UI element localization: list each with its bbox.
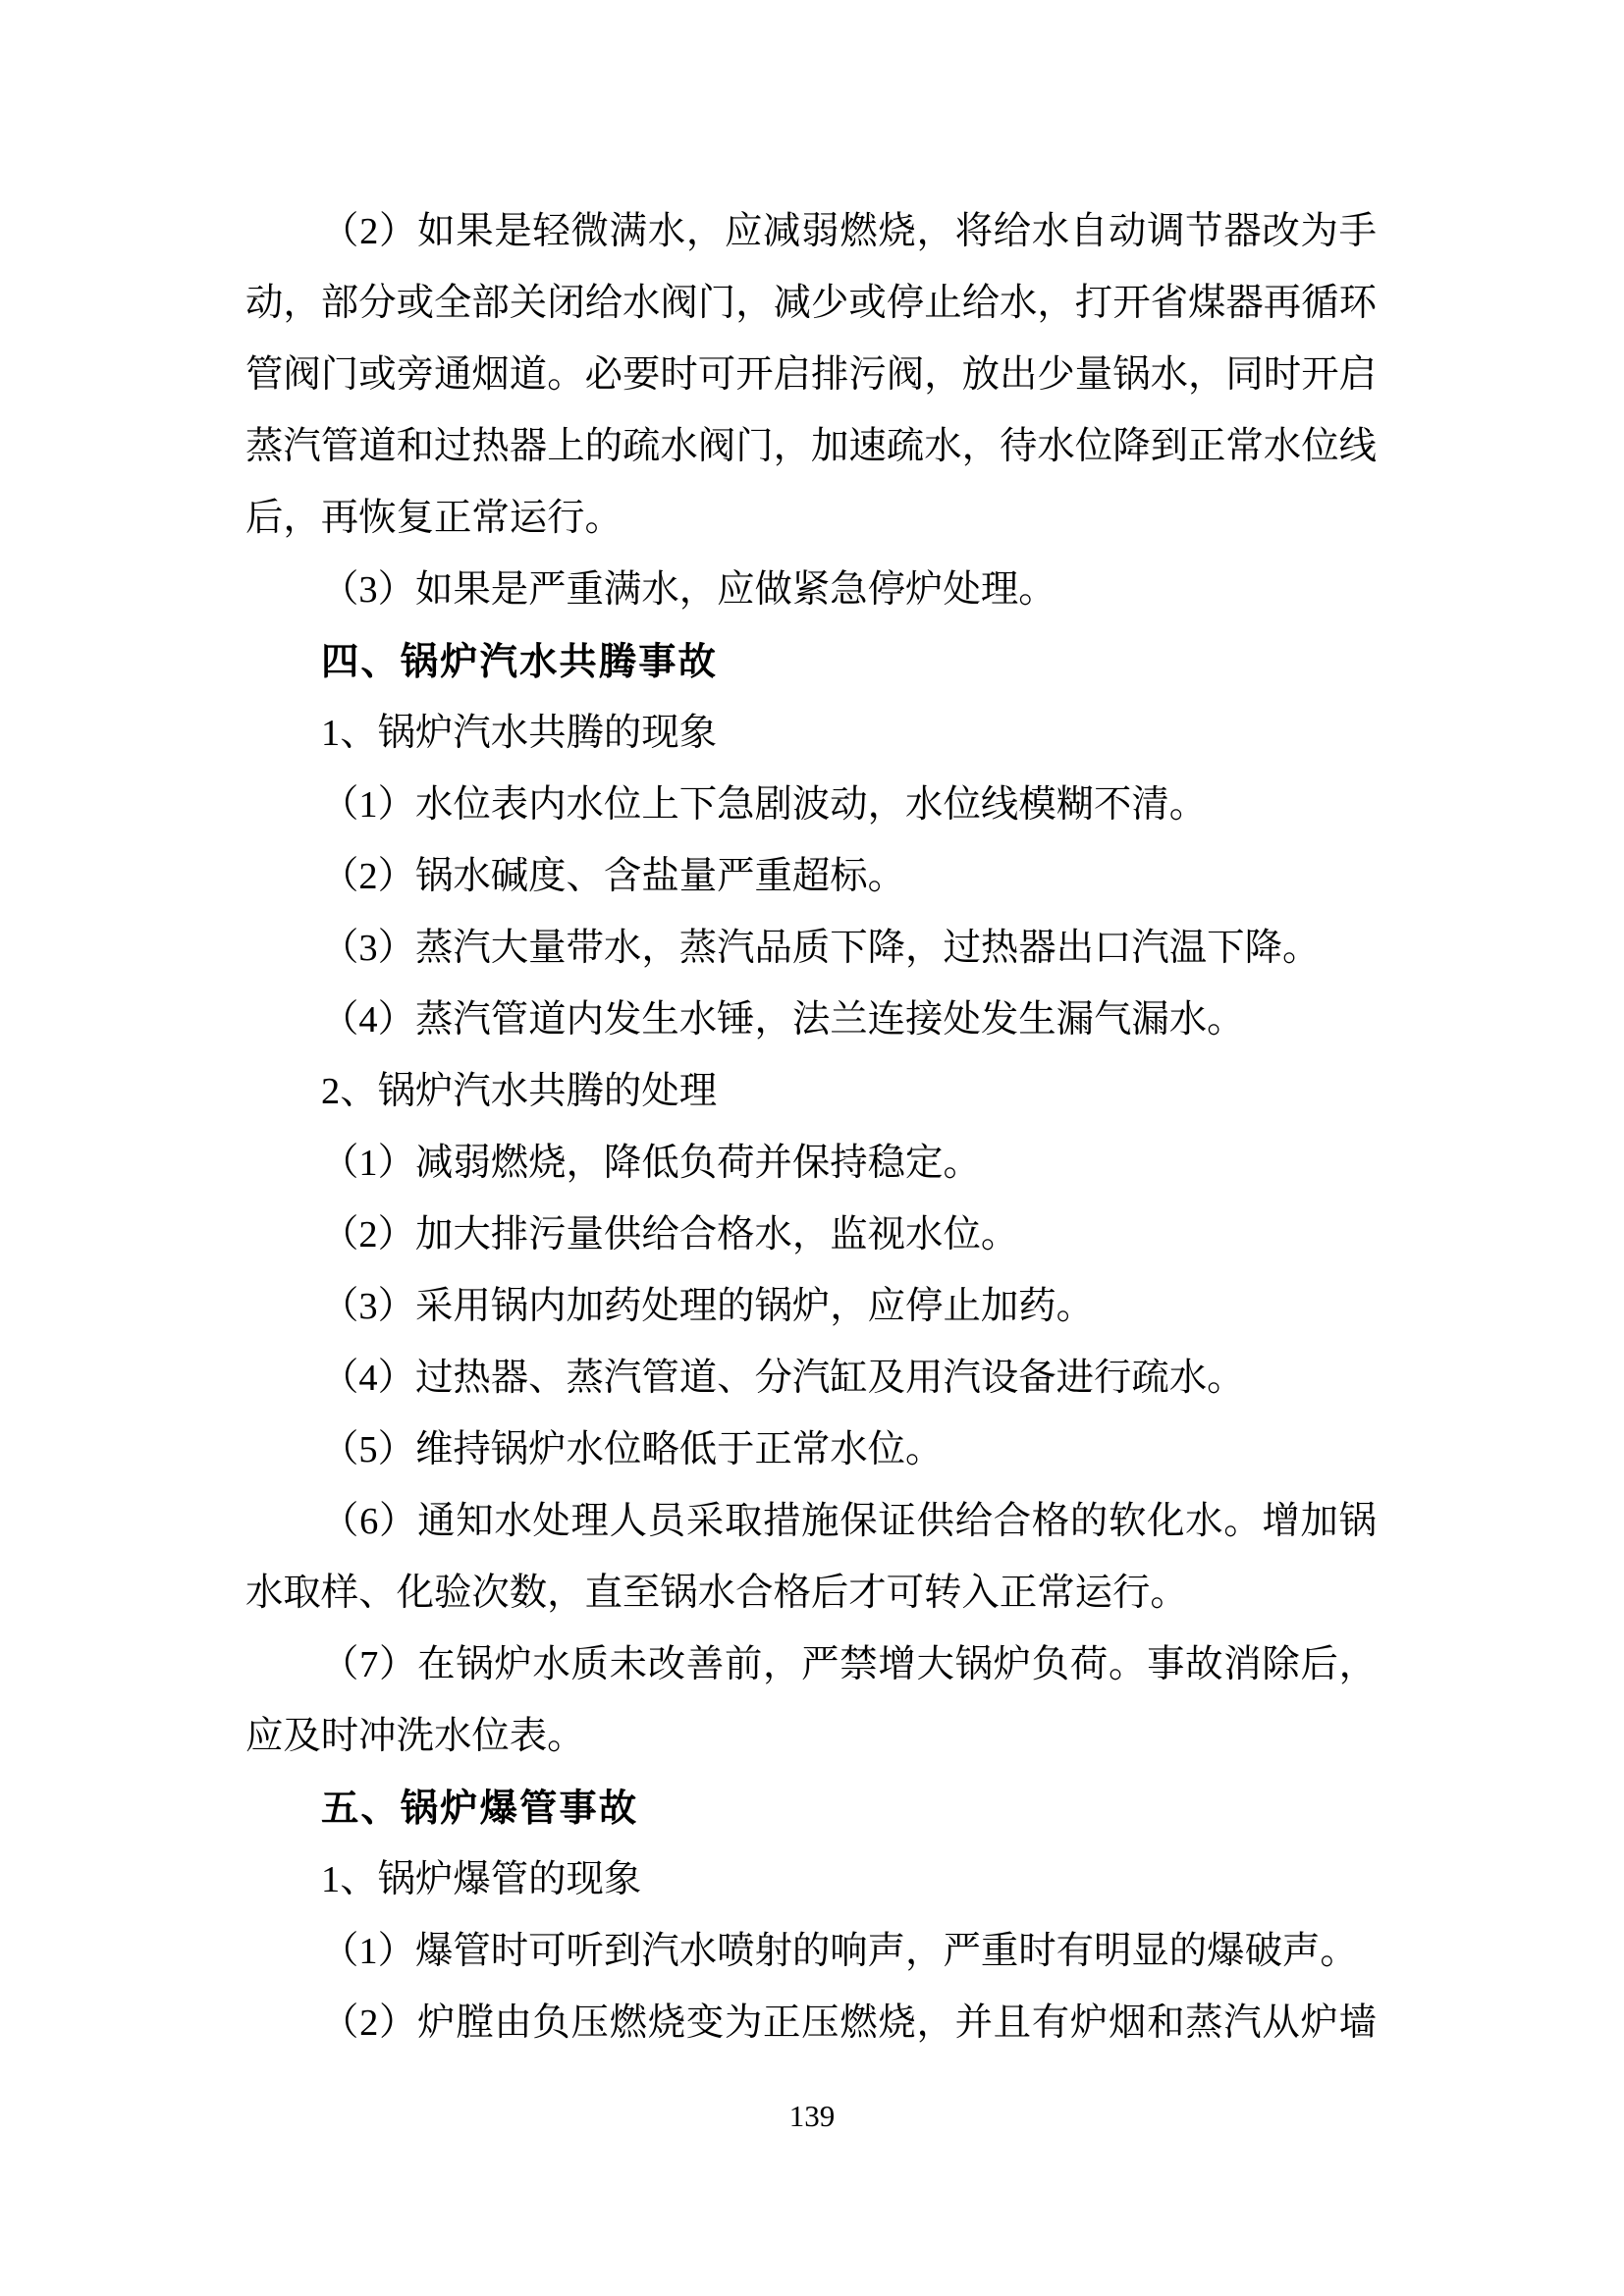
text-line: （2）锅水碱度、含盐量严重超标。 <box>321 856 906 897</box>
text-line: 后，再恢复正常运行。 <box>245 498 623 539</box>
text-line: （6）通知水处理人员采取措施保证供给合格的软化水。增加锅 <box>321 1501 1377 1542</box>
text-line: （5）维持锅炉水位略低于正常水位。 <box>321 1429 944 1470</box>
text-line: （4）过热器、蒸汽管道、分汽缸及用汽设备进行疏水。 <box>321 1358 1245 1399</box>
document-body <box>245 196 1377 2059</box>
text-line: （4）蒸汽管道内发生水锤，法兰连接处发生漏气漏水。 <box>321 999 1245 1041</box>
text-line: 管阀门或旁通烟道。必要时可开启排污阀，放出少量锅水，同时开启 <box>245 354 1377 396</box>
text-line: （1）减弱燃烧，降低负荷并保持稳定。 <box>321 1143 981 1184</box>
section-heading: 四、锅炉汽水共腾事故 <box>321 641 718 683</box>
page-number: 139 <box>788 2099 836 2133</box>
text-line: 应及时冲洗水位表。 <box>245 1716 585 1757</box>
text-line: 1、锅炉汽水共腾的现象 <box>321 713 718 754</box>
text-line: （1）水位表内水位上下急剧波动，水位线模糊不清。 <box>321 784 1208 826</box>
text-line: 蒸汽管道和过热器上的疏水阀门，加速疏水，待水位降到正常水位线 <box>245 426 1377 467</box>
text-line: 水取样、化验次数，直至锅水合格后才可转入正常运行。 <box>245 1573 1188 1614</box>
text-line: （2）如果是轻微满水，应减弱燃烧，将给水自动调节器改为手 <box>321 211 1377 252</box>
text-line: （3）蒸汽大量带水，蒸汽品质下降，过热器出口汽温下降。 <box>321 928 1321 969</box>
section-heading: 五、锅炉爆管事故 <box>321 1788 639 1830</box>
text-line: 2、锅炉汽水共腾的处理 <box>321 1071 718 1112</box>
text-line: 1、锅炉爆管的现象 <box>321 1859 642 1900</box>
text-line: （1）爆管时可听到汽水喷射的响声，严重时有明显的爆破声。 <box>321 1931 1358 1972</box>
text-line: （7）在锅炉水质未改善前，严禁增大锅炉负荷。事故消除后， <box>321 1644 1377 1685</box>
text-line: （3）如果是严重满水，应做紧急停炉处理。 <box>321 569 1056 611</box>
text-line: 动，部分或全部关闭给水阀门，减少或停止给水，打开省煤器再循环 <box>245 283 1377 324</box>
text-line: （2）炉膛由负压燃烧变为正压燃烧，并且有炉烟和蒸汽从炉墙 <box>321 2002 1377 2044</box>
text-line: （3）采用锅内加药处理的锅炉，应停止加药。 <box>321 1286 1095 1327</box>
text-line: （2）加大排污量供给合格水，监视水位。 <box>321 1214 1019 1255</box>
